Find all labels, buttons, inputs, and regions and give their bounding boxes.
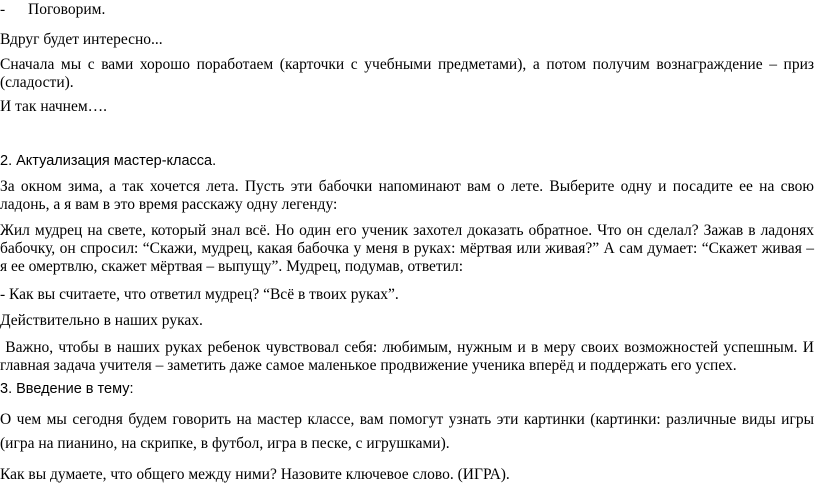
dash-marker: - [0,1,6,18]
paragraph: Сначала мы с вами хорошо поработаем (карточки с учебными предметами), а потом получим вознаграждение – приз (сладости). [0,56,814,91]
paragraph-dash-item [0,1,105,19]
paragraph: Вдруг будет интересно... [0,31,163,48]
paragraph: И так начнем…. [0,98,108,115]
section-heading: 3. Введение в тему: [0,381,134,397]
paragraph-text: Поговорим. [28,1,106,18]
paragraph: Действительно в наших руках. [0,312,203,329]
paragraph: Как вы думаете, что общего между ними? Назовите ключевое слово. (ИГРА). [0,466,510,483]
section-heading: 2. Актуализация мастер-класса. [0,153,217,169]
paragraph: Жил мудрец на свете, который знал всё. Но один его ученик захотел доказать обратное. Что он сделал? Зажав в ладонях бабочку, он спросил: “Скажи, мудрец, какая бабочка у меня в руках: мёртвая или живая?” А сам думает: “Скажет живая – я ее омертвлю, скажет мёртвая – выпущу”. Мудрец, подумав, ответил: [0,222,814,275]
paragraph: - Как вы считаете, что ответил мудрец? “Всё в твоих руках”. [0,286,399,303]
paragraph: За окном зима, а так хочется лета. Пусть эти бабочки напоминают вам о лете. Выберите одну и посадите ее на свою ладонь, а я вам в это время расскажу одну легенду: [0,178,814,213]
paragraph: Важно, чтобы в наших руках ребенок чувствовал себя: любимым, нужным и в меру своих возможностей успешным. И главная задача учителя – заметить даже самое маленькое продвижение ученика вперёд и поддержать его успех. [0,339,815,374]
paragraph: О чем мы сегодня будем говорить на мастер классе, вам помогут узнать эти картинки (картинки: различные виды игры (игра на пианино, на скрипке, в футбол, игра в песке, с игрушками). [0,411,814,452]
